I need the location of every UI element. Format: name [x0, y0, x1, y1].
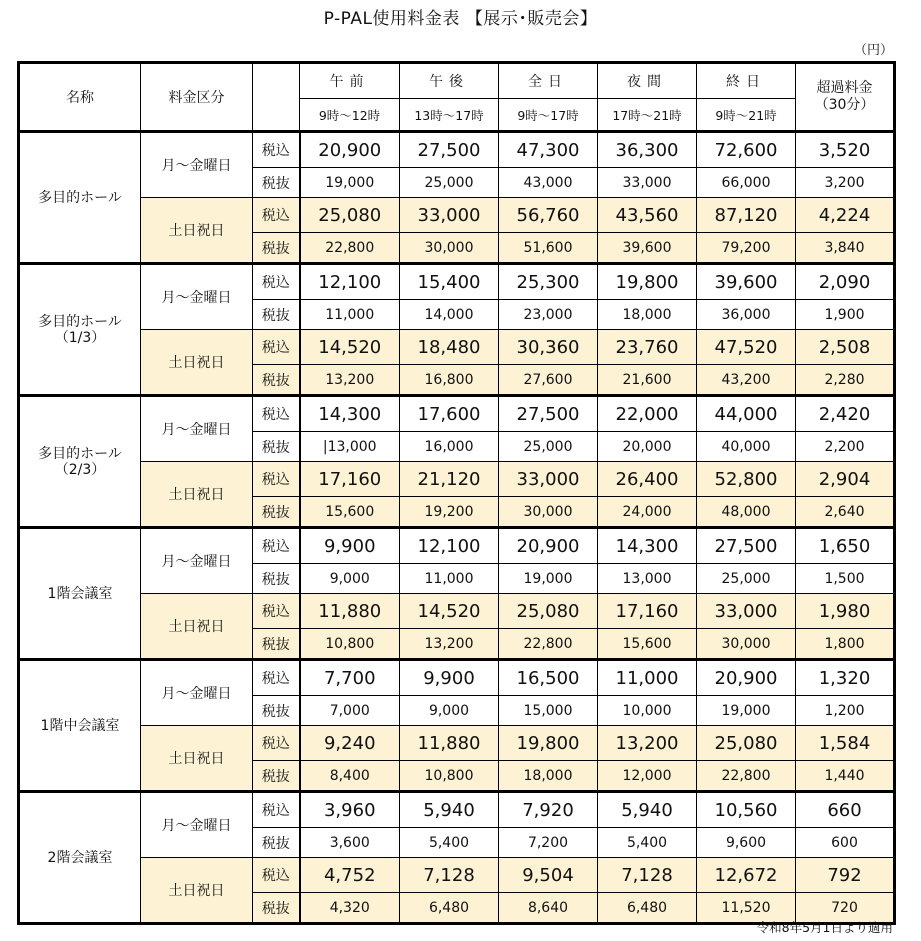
fee-value: 600 — [796, 828, 895, 858]
table-row — [19, 792, 895, 828]
fee-value: 20,900 — [300, 132, 400, 168]
header-overtime — [796, 63, 895, 132]
fee-value: 13,200 — [400, 629, 499, 660]
fee-value: 14,520 — [300, 330, 400, 365]
table-row — [19, 462, 895, 497]
tax-included-label: 税込 — [253, 858, 300, 893]
fee-value: 51,600 — [499, 233, 598, 264]
fee-value: 9,000 — [400, 696, 499, 726]
fee-value: 12,672 — [697, 858, 796, 893]
fee-value: 2,280 — [796, 365, 895, 396]
fee-value: 19,200 — [400, 497, 499, 528]
table-row — [19, 396, 895, 432]
venue-name — [19, 132, 141, 264]
table-row — [19, 132, 895, 168]
tax-included-label: 税込 — [253, 264, 300, 300]
header-name: 名称 — [19, 63, 141, 132]
fee-class-weekend: 土日祝日 — [141, 462, 253, 528]
venue-name — [19, 528, 141, 660]
fee-value: 15,000 — [499, 696, 598, 726]
header-row-periods — [19, 63, 895, 99]
fee-value: 15,400 — [400, 264, 499, 300]
fee-value: 8,640 — [499, 893, 598, 924]
header-period-allday: 終日 — [697, 63, 796, 99]
fee-value: 10,000 — [598, 696, 697, 726]
fee-value: 7,000 — [300, 696, 400, 726]
fee-value: 19,000 — [697, 696, 796, 726]
fee-value: 39,600 — [697, 264, 796, 300]
fee-class-weekend: 土日祝日 — [141, 330, 253, 396]
header-fee-class: 料金区分 — [141, 63, 253, 132]
fee-value: 8,400 — [300, 761, 400, 792]
fee-value: 19,800 — [598, 264, 697, 300]
fee-value: 43,200 — [697, 365, 796, 396]
header-period-am: 午前 — [300, 63, 400, 99]
fee-value: 660 — [796, 792, 895, 828]
venue-name — [19, 396, 141, 528]
tax-excluded-label: 税抜 — [253, 564, 300, 594]
fee-value: 79,200 — [697, 233, 796, 264]
fee-value: 10,560 — [697, 792, 796, 828]
venue-name-line1: 多目的ホール — [38, 313, 122, 330]
header-time-night: 17時～21時 — [598, 99, 697, 132]
tax-included-label: 税込 — [253, 594, 300, 629]
fee-value: 13,200 — [300, 365, 400, 396]
fee-value: 5,940 — [400, 792, 499, 828]
fee-value: 36,300 — [598, 132, 697, 168]
table-row — [19, 264, 895, 300]
fee-value: 25,080 — [300, 198, 400, 233]
fee-value: 4,320 — [300, 893, 400, 924]
fee-value: 11,880 — [400, 726, 499, 761]
fee-value: 12,100 — [400, 528, 499, 564]
header-period-night: 夜間 — [598, 63, 697, 99]
fee-value: 22,800 — [300, 233, 400, 264]
fee-value: 27,500 — [400, 132, 499, 168]
fee-value: 27,500 — [499, 396, 598, 432]
fee-value: 33,000 — [598, 168, 697, 198]
fee-value: 27,600 — [499, 365, 598, 396]
fee-value: 15,600 — [300, 497, 400, 528]
fee-value: 21,120 — [400, 462, 499, 497]
fee-value: 13,200 — [598, 726, 697, 761]
tax-included-label: 税込 — [253, 132, 300, 168]
fee-value: 47,520 — [697, 330, 796, 365]
fee-value: 30,360 — [499, 330, 598, 365]
fee-value: 40,000 — [697, 432, 796, 462]
fee-value: 1,500 — [796, 564, 895, 594]
fee-value: 25,000 — [400, 168, 499, 198]
fee-value: 17,160 — [300, 462, 400, 497]
fee-value: 1,320 — [796, 660, 895, 696]
fee-value: 11,520 — [697, 893, 796, 924]
venue-name-line1: 1階中会議室 — [40, 717, 120, 734]
header-overtime-line1: 超過料金 — [816, 80, 873, 96]
fee-value: 20,900 — [697, 660, 796, 696]
header-tax-blank — [253, 63, 300, 132]
tax-included-label: 税込 — [253, 198, 300, 233]
fee-value: 66,000 — [697, 168, 796, 198]
fee-value: 19,000 — [499, 564, 598, 594]
tax-excluded-label: 税抜 — [253, 300, 300, 330]
venue-name-line1: 多目的ホール — [38, 189, 122, 206]
fee-value: 18,000 — [499, 761, 598, 792]
fee-value: 25,000 — [697, 564, 796, 594]
fee-value: 33,000 — [697, 594, 796, 629]
venue-name — [19, 792, 141, 924]
tax-excluded-label: 税抜 — [253, 696, 300, 726]
tax-excluded-label: 税抜 — [253, 365, 300, 396]
table-row — [19, 660, 895, 696]
fee-value: 720 — [796, 893, 895, 924]
fee-value: 16,800 — [400, 365, 499, 396]
tax-excluded-label: 税抜 — [253, 497, 300, 528]
tax-excluded-label: 税抜 — [253, 761, 300, 792]
page-title: P-PAL使用料金表 【展示･販売会】 — [323, 9, 598, 29]
fee-value: 10,800 — [400, 761, 499, 792]
fee-value: 19,000 — [300, 168, 400, 198]
fee-value: 33,000 — [499, 462, 598, 497]
fee-value: 47,300 — [499, 132, 598, 168]
fee-class-weekday: 月～金曜日 — [141, 132, 253, 198]
tax-included-label: 税込 — [253, 462, 300, 497]
fee-value: 5,400 — [598, 828, 697, 858]
fee-value: 11,880 — [300, 594, 400, 629]
fee-value: 9,900 — [300, 528, 400, 564]
fee-value: 11,000 — [400, 564, 499, 594]
fee-value: 1,584 — [796, 726, 895, 761]
fee-value: 9,000 — [300, 564, 400, 594]
tax-excluded-label: 税抜 — [253, 168, 300, 198]
fee-value: 21,600 — [598, 365, 697, 396]
fee-value: 26,400 — [598, 462, 697, 497]
fee-value: 10,800 — [300, 629, 400, 660]
venue-name-line2: （2/3） — [54, 461, 106, 478]
fee-value: 2,904 — [796, 462, 895, 497]
fee-value: 18,000 — [598, 300, 697, 330]
fee-value: 792 — [796, 858, 895, 893]
venue-name-line1: 1階会議室 — [47, 585, 113, 602]
fee-value: 87,120 — [697, 198, 796, 233]
header-overtime-line2: （30分） — [814, 97, 875, 113]
fee-value: |13,000 — [300, 432, 400, 462]
table-row — [19, 594, 895, 629]
fee-value: 25,300 — [499, 264, 598, 300]
fee-value: 36,000 — [697, 300, 796, 330]
fee-value: 7,128 — [598, 858, 697, 893]
fee-value: 2,640 — [796, 497, 895, 528]
tax-excluded-label: 税抜 — [253, 893, 300, 924]
fee-value: 12,000 — [598, 761, 697, 792]
fee-value: 44,000 — [697, 396, 796, 432]
tax-included-label: 税込 — [253, 726, 300, 761]
fee-value: 11,000 — [300, 300, 400, 330]
fee-value: 22,000 — [598, 396, 697, 432]
table-row — [19, 726, 895, 761]
fee-value: 6,480 — [400, 893, 499, 924]
tax-included-label: 税込 — [253, 528, 300, 564]
tax-excluded-label: 税抜 — [253, 233, 300, 264]
fee-value: 52,800 — [697, 462, 796, 497]
fee-value: 5,400 — [400, 828, 499, 858]
fee-value: 22,800 — [697, 761, 796, 792]
fee-class-weekend: 土日祝日 — [141, 726, 253, 792]
tax-excluded-label: 税抜 — [253, 828, 300, 858]
header-time-pm: 13時～17時 — [400, 99, 499, 132]
fee-class-weekday: 月～金曜日 — [141, 528, 253, 594]
fee-value: 3,600 — [300, 828, 400, 858]
tax-included-label: 税込 — [253, 660, 300, 696]
fee-value: 9,240 — [300, 726, 400, 761]
fee-value: 30,000 — [400, 233, 499, 264]
fee-value: 6,480 — [598, 893, 697, 924]
fee-value: 39,600 — [598, 233, 697, 264]
fee-value: 1,440 — [796, 761, 895, 792]
fee-value: 25,080 — [697, 726, 796, 761]
fee-value: 24,000 — [598, 497, 697, 528]
venue-name-line1: 多目的ホール — [38, 445, 122, 462]
fee-value: 56,760 — [499, 198, 598, 233]
fee-value: 3,200 — [796, 168, 895, 198]
fee-value: 12,100 — [300, 264, 400, 300]
unit-label: （円） — [853, 43, 893, 58]
table-row — [19, 858, 895, 893]
fee-value: 33,000 — [400, 198, 499, 233]
fee-value: 2,508 — [796, 330, 895, 365]
tax-included-label: 税込 — [253, 396, 300, 432]
fee-value: 5,940 — [598, 792, 697, 828]
fee-value: 43,000 — [499, 168, 598, 198]
fee-class-weekday: 月～金曜日 — [141, 396, 253, 462]
fee-value: 25,000 — [499, 432, 598, 462]
table-row — [19, 198, 895, 233]
effective-date-note: 令和8年5月1日より適用 — [756, 920, 893, 935]
fee-class-weekday: 月～金曜日 — [141, 792, 253, 858]
fee-value: 3,960 — [300, 792, 400, 828]
fee-value: 72,600 — [697, 132, 796, 168]
table-row — [19, 330, 895, 365]
fee-value: 20,000 — [598, 432, 697, 462]
fee-value: 14,300 — [598, 528, 697, 564]
fee-value: 14,300 — [300, 396, 400, 432]
fee-value: 4,752 — [300, 858, 400, 893]
fee-value: 15,600 — [598, 629, 697, 660]
header-time-allday: 9時～21時 — [697, 99, 796, 132]
venue-name-line1: 2階会議室 — [47, 849, 113, 866]
fee-value: 7,200 — [499, 828, 598, 858]
fee-class-weekday: 月～金曜日 — [141, 264, 253, 330]
fee-value: 22,800 — [499, 629, 598, 660]
fee-value: 20,900 — [499, 528, 598, 564]
fee-class-weekend: 土日祝日 — [141, 594, 253, 660]
table-row — [19, 528, 895, 564]
fee-value: 7,128 — [400, 858, 499, 893]
fee-value: 30,000 — [697, 629, 796, 660]
fee-value: 1,200 — [796, 696, 895, 726]
fee-value: 48,000 — [697, 497, 796, 528]
venue-name — [19, 264, 141, 396]
fee-value: 30,000 — [499, 497, 598, 528]
fee-value: 1,900 — [796, 300, 895, 330]
fee-value: 11,000 — [598, 660, 697, 696]
fee-value: 1,800 — [796, 629, 895, 660]
venue-name — [19, 660, 141, 792]
fee-value: 9,900 — [400, 660, 499, 696]
tax-included-label: 税込 — [253, 792, 300, 828]
venue-name-line2: （1/3） — [54, 329, 106, 346]
fee-value: 3,520 — [796, 132, 895, 168]
tax-excluded-label: 税抜 — [253, 432, 300, 462]
fee-value: 1,980 — [796, 594, 895, 629]
fee-value: 9,600 — [697, 828, 796, 858]
fee-table — [17, 61, 896, 925]
tax-included-label: 税込 — [253, 330, 300, 365]
header-time-am: 9時～12時 — [300, 99, 400, 132]
fee-class-weekday: 月～金曜日 — [141, 660, 253, 726]
fee-value: 18,480 — [400, 330, 499, 365]
fee-value: 17,600 — [400, 396, 499, 432]
fee-value: 4,224 — [796, 198, 895, 233]
fee-value: 16,000 — [400, 432, 499, 462]
fee-value: 2,090 — [796, 264, 895, 300]
fee-value: 23,760 — [598, 330, 697, 365]
fee-value: 1,650 — [796, 528, 895, 564]
fee-value: 3,840 — [796, 233, 895, 264]
tax-excluded-label: 税抜 — [253, 629, 300, 660]
fee-class-weekend: 土日祝日 — [141, 858, 253, 924]
fee-value: 14,000 — [400, 300, 499, 330]
fee-value: 43,560 — [598, 198, 697, 233]
fee-value: 7,700 — [300, 660, 400, 696]
fee-value: 19,800 — [499, 726, 598, 761]
header-time-fullday: 9時～17時 — [499, 99, 598, 132]
fee-value: 2,420 — [796, 396, 895, 432]
fee-value: 9,504 — [499, 858, 598, 893]
fee-value: 16,500 — [499, 660, 598, 696]
fee-value: 25,080 — [499, 594, 598, 629]
fee-value: 13,000 — [598, 564, 697, 594]
header-period-pm: 午後 — [400, 63, 499, 99]
fee-class-weekend: 土日祝日 — [141, 198, 253, 264]
fee-value: 17,160 — [598, 594, 697, 629]
fee-value: 14,520 — [400, 594, 499, 629]
fee-value: 7,920 — [499, 792, 598, 828]
fee-value: 2,200 — [796, 432, 895, 462]
fee-value: 23,000 — [499, 300, 598, 330]
header-period-fullday: 全日 — [499, 63, 598, 99]
fee-value: 27,500 — [697, 528, 796, 564]
